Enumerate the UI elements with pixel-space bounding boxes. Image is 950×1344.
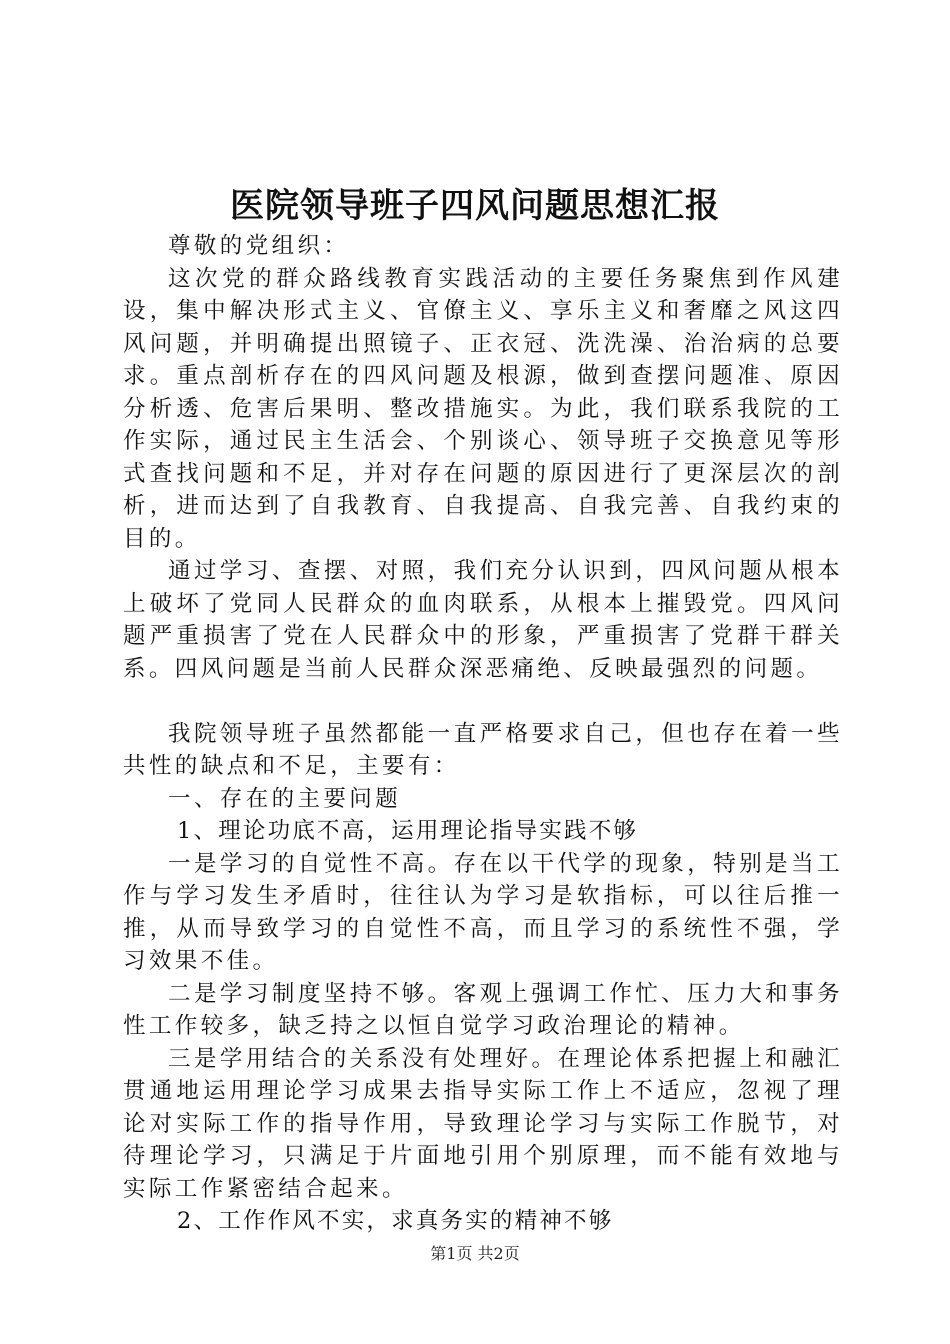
document-title: 医院领导班子四风问题思想汇报 bbox=[230, 186, 720, 226]
paragraph-spacer bbox=[123, 685, 843, 718]
document-body bbox=[123, 230, 843, 1238]
paragraph-shortcomings: 我院领导班子虽然都能一直严格要求自己，但也存在着一些共性的缺点和不足，主要有： bbox=[123, 720, 843, 779]
page-number: 第1页 共2页 bbox=[430, 1244, 520, 1263]
paragraph-item-2: 二是学习制度坚持不够。客观上强调工作忙、压力大和事务性工作较多，缺乏持之以恒自觉学习政治理论的精神。 bbox=[123, 980, 843, 1039]
paragraph-recognition: 通过学习、查摆、对照，我们充分认识到，四风问题从根本上破坏了党同人民群众的血肉联系，从根本上摧毁党。四风问题严重损害了党在人民群众中的形象，严重损害了党群干群关系。四风问题是当前人民群众深恶痛绝、反映最强烈的问题。 bbox=[123, 558, 843, 682]
paragraph-item-1: 一是学习的自觉性不高。存在以干代学的现象，特别是当工作与学习发生矛盾时，往往认为学习是软指标，可以往后推一推，从而导致学习的自觉性不高，而且学习的系统性不强，学习效果不佳。 bbox=[123, 850, 843, 974]
paragraph-intro: 这次党的群众路线教育实践活动的主要任务聚焦到作风建设，集中解决形式主义、官僚主义、享乐主义和奢靡之风这四风问题，并明确提出照镜子、正衣冠、洗洗澡、治治病的总要求。重点剖析存在的四风问题及根源，做到查摆问题准、原因分析透、危害后果明、整改措施实。为此，我们联系我院的工作实际，通过民主生活会、个别谈心、领导班子交换意见等形式查找问题和不足，并对存在问题的原因进行了更深层次的剖析，进而达到了自我教育、自我提高、自我完善、自我约束的目的。 bbox=[123, 265, 843, 552]
subsection-heading-2: 2、工作作风不实，求真务实的精神不够 bbox=[177, 1208, 614, 1234]
paragraph-item-3: 三是学用结合的关系没有处理好。在理论体系把握上和融汇贯通地运用理论学习成果去指导实际工作上不适应，忽视了理论对实际工作的指导作用，导致理论学习与实际工作脱节，对待理论学习，只满足于片面地引用个别原理，而不能有效地与实际工作紧密结合起来。 bbox=[123, 1045, 843, 1202]
subsection-heading-1: 1、理论功底不高，运用理论指导实践不够 bbox=[177, 818, 639, 844]
salutation: 尊敬的党组织： bbox=[168, 233, 350, 259]
section-heading: 一、存在的主要问题 bbox=[168, 785, 402, 812]
